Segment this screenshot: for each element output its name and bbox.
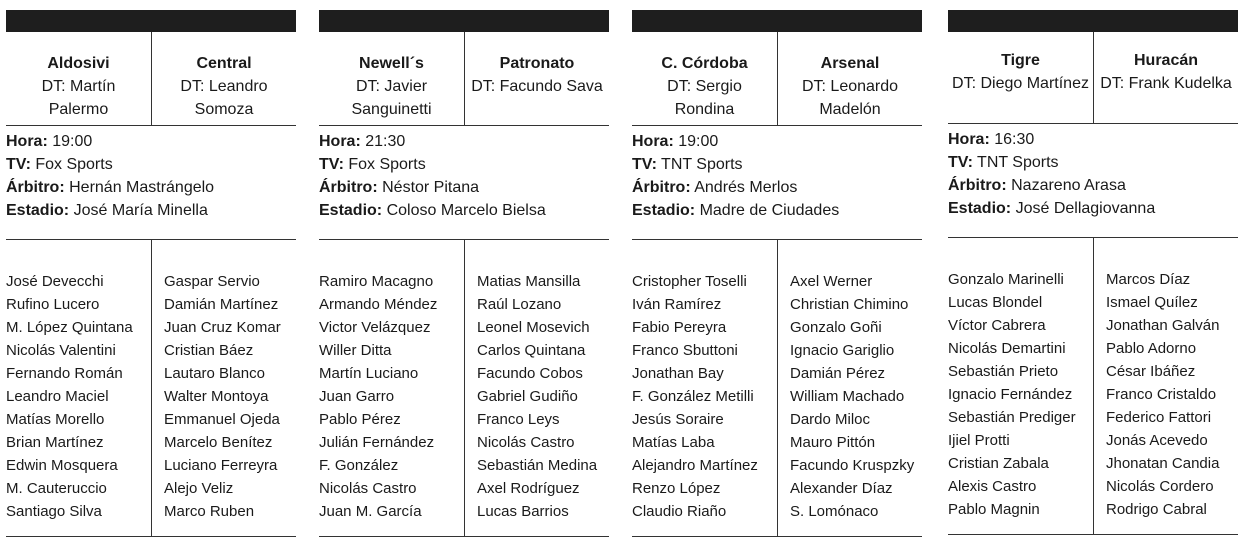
arbitro-value: Néstor Pitana [382, 179, 480, 196]
player-name: Franco Cristaldo [1106, 386, 1217, 403]
player-name: Marcelo Benítez [164, 434, 273, 451]
arbitro-row [6, 176, 296, 199]
player-name: José Devecchi [6, 273, 104, 290]
player-name: Fabio Pereyra [632, 319, 727, 336]
arbitro-label: Árbitro: [6, 179, 65, 196]
coach-name: DT: Diego Martínez [952, 75, 1089, 92]
player-name: Nicolás Castro [319, 480, 417, 497]
hora-value: 19:00 [678, 133, 719, 150]
player-name: Marco Ruben [164, 503, 255, 520]
estadio-value: Coloso Marcelo Bielsa [386, 202, 546, 219]
player-name: Jhonatan Candia [1106, 455, 1220, 472]
player-name: Jesús Soraire [632, 411, 724, 428]
player-name: Damián Martínez [164, 296, 279, 313]
player-name: Alexis Castro [948, 478, 1037, 495]
match-info [319, 126, 609, 240]
hora-value: 16:30 [994, 131, 1035, 148]
team-name: Patronato [499, 55, 575, 72]
home-lineup [632, 240, 777, 536]
lineups [632, 240, 922, 537]
away-team [464, 32, 609, 125]
home-lineup [319, 240, 464, 536]
arbitro-row [632, 176, 922, 199]
player-name: Rufino Lucero [6, 296, 100, 313]
estadio-row [948, 197, 1238, 220]
hora-label: Hora: [319, 133, 361, 150]
player-name: Martín Luciano [319, 365, 419, 382]
home-lineup [6, 240, 151, 536]
arbitro-label: Árbitro: [319, 179, 378, 196]
lineups [948, 238, 1238, 535]
coach-name: DT: Facundo Sava [471, 78, 603, 95]
header-bar [632, 10, 922, 32]
hora-row [6, 130, 296, 153]
tv-value: Fox Sports [348, 156, 426, 173]
hora-label: Hora: [632, 133, 674, 150]
header-bar [319, 10, 609, 32]
coach-name: DT: Martín Palermo [41, 78, 116, 118]
player-name: Matias Mansilla [477, 273, 581, 290]
estadio-label: Estadio: [319, 202, 383, 219]
player-name: Gonzalo Goñi [790, 319, 882, 336]
arbitro-value: Andrés Merlos [694, 179, 798, 196]
player-name: Leandro Maciel [6, 388, 109, 405]
player-name: Franco Leys [477, 411, 560, 428]
estadio-value: José Dellagiovanna [1015, 200, 1156, 217]
tv-label: TV: [319, 156, 344, 173]
tv-value: Fox Sports [35, 156, 113, 173]
away-lineup [464, 240, 609, 536]
player-name: Jonás Acevedo [1106, 432, 1208, 449]
player-name: Willer Ditta [319, 342, 392, 359]
player-name: Lautaro Blanco [164, 365, 265, 382]
player-name: Sebastián Medina [477, 457, 598, 474]
tv-row [319, 153, 609, 176]
player-name: Ignacio Gariglio [790, 342, 895, 359]
estadio-label: Estadio: [948, 200, 1012, 217]
match-card [6, 10, 296, 537]
player-name: Sebastián Prediger [948, 409, 1076, 426]
player-name: Leonel Mosevich [477, 319, 590, 336]
home-team [632, 32, 777, 125]
arbitro-label: Árbitro: [948, 177, 1007, 194]
player-name: Damián Pérez [790, 365, 886, 382]
home-team [6, 32, 151, 125]
player-name: Carlos Quintana [477, 342, 586, 359]
lineups [6, 240, 296, 537]
header-bar [948, 10, 1238, 32]
estadio-value: Madre de Ciudades [699, 202, 840, 219]
team-name: Newell´s [359, 55, 424, 72]
hora-row [319, 130, 609, 153]
team-name: C. Córdoba [661, 55, 748, 72]
match-card [632, 10, 922, 537]
home-team [319, 32, 464, 125]
player-name: Jonathan Galván [1106, 317, 1220, 334]
player-name: Facundo Kruspzky [790, 457, 915, 474]
coach-name: DT: Sergio Rondina [667, 78, 742, 118]
player-name: S. Lomónaco [790, 503, 879, 520]
player-name: Luciano Ferreyra [164, 457, 278, 474]
hora-value: 21:30 [365, 133, 406, 150]
player-name: Emmanuel Ojeda [164, 411, 280, 428]
player-name: Lucas Barrios [477, 503, 569, 520]
tv-label: TV: [6, 156, 31, 173]
player-name: Sebastián Prieto [948, 363, 1059, 380]
player-name: Gaspar Servio [164, 273, 260, 290]
away-team [777, 32, 922, 125]
player-name: Alexander Díaz [790, 480, 893, 497]
hora-row [632, 130, 922, 153]
hora-value: 19:00 [52, 133, 93, 150]
player-name: Pablo Magnin [948, 501, 1040, 518]
player-name: Christian Chimino [790, 296, 909, 313]
player-name: F. González [319, 457, 399, 474]
player-name: Pablo Adorno [1106, 340, 1197, 357]
home-team [948, 32, 1093, 123]
arbitro-row [319, 176, 609, 199]
away-lineup [151, 240, 296, 536]
player-name: Nicolás Valentini [6, 342, 116, 359]
player-name: Nicolás Castro [477, 434, 575, 451]
tv-row [948, 151, 1238, 174]
player-name: Walter Montoya [164, 388, 269, 405]
player-name: Juan M. García [319, 503, 422, 520]
team-name: Arsenal [820, 55, 880, 72]
player-name: Iván Ramírez [632, 296, 722, 313]
player-name: Axel Rodríguez [477, 480, 580, 497]
player-name: M. Cauteruccio [6, 480, 107, 497]
teams-header [6, 32, 296, 126]
tv-label: TV: [632, 156, 657, 173]
lineups [319, 240, 609, 537]
player-name: Matías Morello [6, 411, 105, 428]
player-name: Juan Cruz Komar [164, 319, 281, 336]
teams-header [319, 32, 609, 126]
player-name: Ramiro Macagno [319, 273, 434, 290]
tv-value: TNT Sports [977, 154, 1059, 171]
player-name: Nicolás Demartini [948, 340, 1066, 357]
away-team [151, 32, 296, 125]
player-name: F. González Metilli [632, 388, 754, 405]
match-info [632, 126, 922, 240]
match-card [948, 10, 1238, 537]
player-name: Pablo Pérez [319, 411, 401, 428]
tv-row [6, 153, 296, 176]
away-lineup [1093, 238, 1238, 534]
player-name: Lucas Blondel [948, 294, 1043, 311]
teams-header [632, 32, 922, 126]
away-lineup [777, 240, 922, 536]
player-name: Rodrigo Cabral [1106, 501, 1207, 518]
estadio-row [632, 199, 922, 222]
coach-name: DT: Leonardo Madelón [801, 78, 899, 118]
team-name: Aldosivi [47, 55, 110, 72]
tv-value: TNT Sports [661, 156, 743, 173]
estadio-row [6, 199, 296, 222]
player-name: Axel Werner [790, 273, 873, 290]
player-name: Brian Martínez [6, 434, 104, 451]
estadio-row [319, 199, 609, 222]
arbitro-label: Árbitro: [632, 179, 691, 196]
player-name: Victor Velázquez [319, 319, 431, 336]
arbitro-value: Hernán Mastrángelo [69, 179, 215, 196]
player-name: Cristopher Toselli [632, 273, 747, 290]
player-name: Raúl Lozano [477, 296, 562, 313]
player-name: Jonathan Bay [632, 365, 724, 382]
player-name: Santiago Silva [6, 503, 102, 520]
arbitro-value: Nazareno Arasa [1011, 177, 1126, 194]
player-name: William Machado [790, 388, 905, 405]
hora-label: Hora: [6, 133, 48, 150]
player-name: Juan Garro [319, 388, 395, 405]
player-name: Franco Sbuttoni [632, 342, 738, 359]
player-name: Edwin Mosquera [6, 457, 118, 474]
player-name: Armando Méndez [319, 296, 438, 313]
player-name: Ismael Quílez [1106, 294, 1198, 311]
player-name: Gonzalo Marinelli [948, 271, 1064, 288]
tv-row [632, 153, 922, 176]
teams-header [948, 32, 1238, 124]
player-name: Cristian Báez [164, 342, 254, 359]
team-name: Central [196, 55, 252, 72]
player-name: Nicolás Cordero [1106, 478, 1214, 495]
arbitro-row [948, 174, 1238, 197]
tv-label: TV: [948, 154, 973, 171]
player-name: Víctor Cabrera [948, 317, 1046, 334]
home-lineup [948, 238, 1093, 534]
player-name: Alejo Veliz [164, 480, 234, 497]
player-name: Federico Fattori [1106, 409, 1212, 426]
player-name: Matías Laba [632, 434, 715, 451]
hora-row [948, 128, 1238, 151]
hora-label: Hora: [948, 131, 990, 148]
player-name: César Ibáñez [1106, 363, 1196, 380]
player-name: Cristian Zabala [948, 455, 1049, 472]
player-name: M. López Quintana [6, 319, 133, 336]
player-name: Julián Fernández [319, 434, 435, 451]
estadio-value: José María Minella [73, 202, 208, 219]
coach-name: DT: Frank Kudelka [1100, 75, 1232, 92]
match-info [6, 126, 296, 240]
match-info [948, 124, 1238, 238]
coach-name: DT: Javier Sanguinetti [351, 78, 432, 118]
player-name: Dardo Miloc [790, 411, 871, 428]
player-name: Fernando Román [6, 365, 123, 382]
player-name: Marcos Díaz [1106, 271, 1191, 288]
player-name: Facundo Cobos [477, 365, 583, 382]
estadio-label: Estadio: [6, 202, 70, 219]
player-name: Alejandro Martínez [632, 457, 758, 474]
team-name: Huracán [1133, 52, 1199, 69]
player-name: Ijiel Protti [948, 432, 1010, 449]
estadio-label: Estadio: [632, 202, 696, 219]
player-name: Ignacio Fernández [948, 386, 1073, 403]
match-card [319, 10, 609, 537]
player-name: Mauro Pittón [790, 434, 876, 451]
team-name: Tigre [1001, 52, 1040, 69]
coach-name: DT: Leandro Somoza [180, 78, 268, 118]
player-name: Gabriel Gudiño [477, 388, 578, 405]
away-team [1093, 32, 1238, 123]
player-name: Claudio Riaño [632, 503, 727, 520]
header-bar [6, 10, 296, 32]
player-name: Renzo López [632, 480, 721, 497]
